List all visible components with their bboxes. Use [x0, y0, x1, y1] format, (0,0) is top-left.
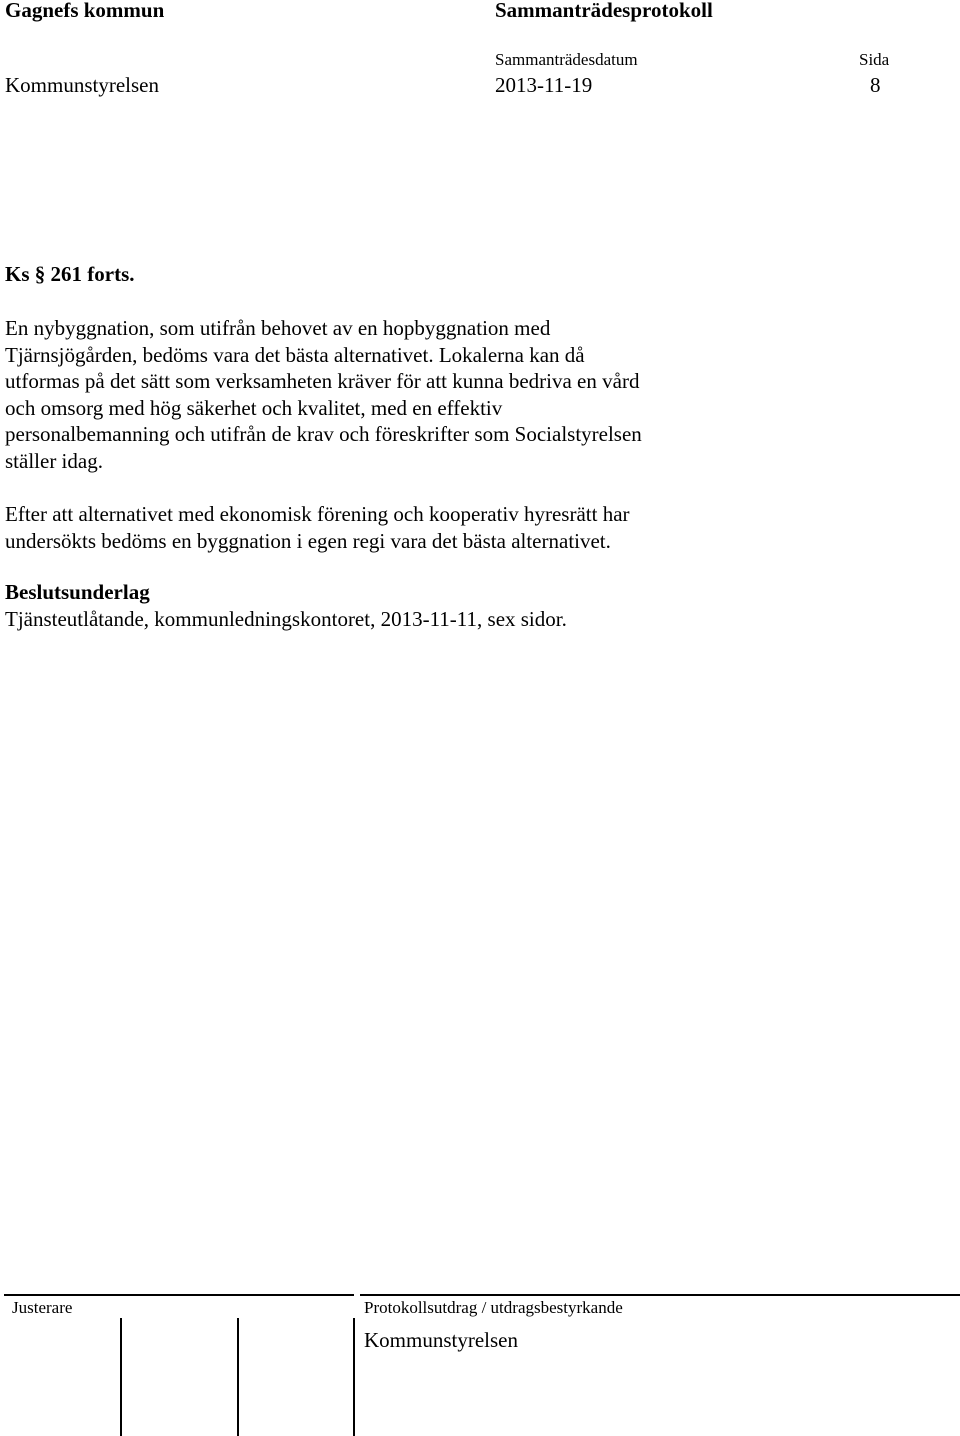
extract-committee: Kommunstyrelsen	[364, 1328, 518, 1352]
paragraph-1	[5, 315, 725, 474]
page-number: 8	[870, 73, 881, 97]
signature-divider	[120, 1318, 122, 1436]
paragraph-line: En nybyggnation, som utifrån behovet av en hopbyggnation med	[5, 316, 551, 340]
paragraph-line: Tjärnsjögården, bedöms vara det bästa alternativet. Lokalerna kan då	[5, 342, 585, 367]
meeting-date: 2013-11-19	[495, 73, 593, 97]
organization-name: Gagnefs kommun	[5, 0, 165, 22]
paragraph-line: Efter att alternativet med ekonomisk förening och kooperativ hyresrätt har	[5, 502, 630, 526]
signature-divider	[237, 1318, 239, 1436]
section-title: Ks § 261 forts.	[5, 262, 135, 286]
paragraph-line: ställer idag.	[5, 448, 103, 473]
extract-label: Protokollsutdrag / utdragsbestyrkande	[364, 1298, 623, 1317]
footer-rule-right	[360, 1294, 960, 1296]
paragraph-line: personalbemanning och utifrån de krav och föreskrifter som Socialstyrelsen	[5, 422, 642, 446]
basis-title: Beslutsunderlag	[5, 580, 150, 604]
basis-text: Tjänsteutlåtande, kommunledningskontoret, 2013-11-11, sex sidor.	[5, 607, 567, 631]
paragraph-line: undersökts bedöms en byggnation i egen regi vara det bästa alternativet.	[5, 528, 611, 553]
paragraph-line: och omsorg med hög säkerhet och kvalitet, med en effektiv	[5, 395, 503, 420]
paragraph-2	[5, 501, 725, 554]
signature-footer	[4, 1294, 960, 1436]
meeting-date-label: Sammanträdesdatum	[495, 50, 638, 69]
committee-name: Kommunstyrelsen	[5, 73, 159, 97]
footer-rule-left	[4, 1294, 354, 1296]
signature-divider	[353, 1318, 355, 1436]
document-type: Sammanträdesprotokoll	[495, 0, 713, 22]
page-label: Sida	[859, 50, 890, 69]
adjusters-label: Justerare	[12, 1298, 73, 1317]
paragraph-line: utformas på det sätt som verksamheten kräver för att kunna bedriva en vård	[5, 369, 640, 393]
